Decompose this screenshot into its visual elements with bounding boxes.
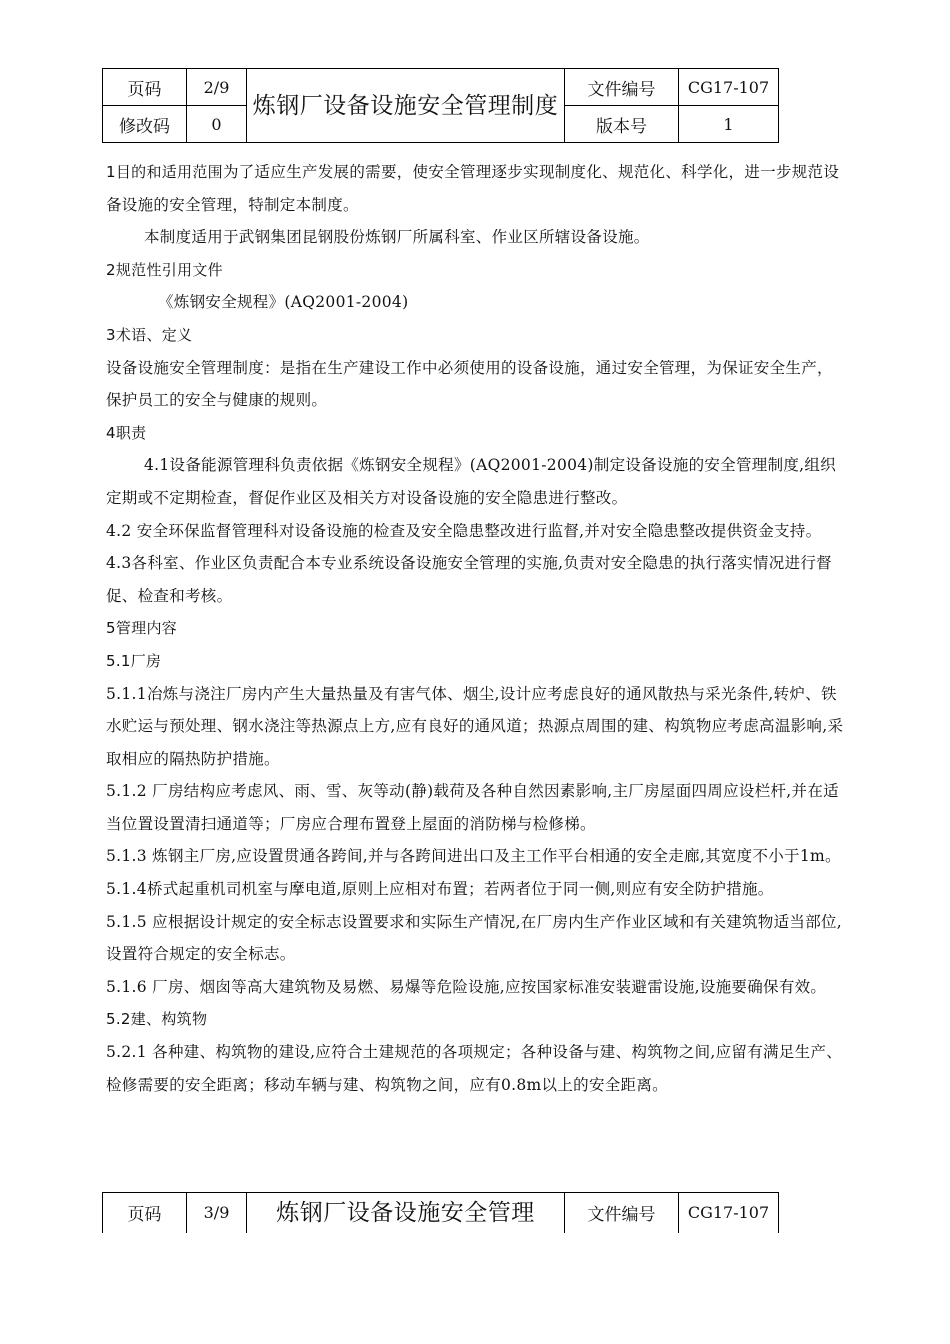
- clause-5-1-1: 5.1.1冶炼与浇注厂房内产生大量热量及有害气体、烟尘,设计应考虑良好的通风散热与采光条件,转炉、铁水贮运与预处理、钢水浇注等热源点上方,应有良好的通风道；热源点周围的建、构筑物应考虑高温影响,采取相应的隔热防护措施。: [106, 684, 844, 768]
- clause-4-2: 4.2 安全环保监督管理科对设备设施的检查及安全隐患整改进行监督,并对安全隐患整改提供资金支持。: [106, 521, 822, 540]
- clause-5-1-6: 5.1.6 厂房、烟囱等高大建筑物及易燃、易爆等危险设施,应按国家标准安装避雷设施,设施要确保有效。: [106, 977, 827, 996]
- section-4-heading: 4职责: [106, 423, 147, 442]
- next-page-header-table: [102, 1192, 779, 1233]
- document-body: [106, 156, 846, 1101]
- section-1-scope: 本制度适用于武钢集团昆钢股份炼钢厂所属科室、作业区所辖设备设施。: [144, 228, 650, 247]
- section-1-paragraph: [106, 156, 846, 221]
- docno-value: CG17-107: [679, 69, 779, 106]
- section-1-heading: 1目的和适用范围: [106, 163, 223, 181]
- document-header-table: [102, 68, 779, 143]
- page-value: 2/9: [187, 69, 247, 106]
- clause-4-3: 4.3各科室、作业区负责配合本专业系统设备设施安全管理的实施,负责对安全隐患的执行落实情况进行督促、检查和考核。: [106, 554, 832, 605]
- section-2-heading: 2规范性引用文件: [106, 260, 223, 279]
- page-value: 3/9: [187, 1193, 247, 1233]
- version-value: 1: [679, 106, 779, 143]
- page-label: 页码: [103, 69, 187, 106]
- clause-5-1-3: 5.1.3 炼钢主厂房,应设置贯通各跨间,并与各跨间进出口及主工作平台相通的安全走廊,其宽度不小于1m。: [106, 847, 841, 866]
- section-1-text: 为了适应生产发展的需要，使安全管理逐步实现制度化、规范化、科学化，进一步规范设备设施的安全管理，特制定本制度。: [106, 163, 840, 214]
- version-label: 版本号: [565, 106, 679, 143]
- section-5-2-heading: 5.2建、构筑物: [106, 1010, 208, 1029]
- document-title: 炼钢厂设备设施安全管理制度: [247, 69, 565, 143]
- page-label: 页码: [103, 1193, 187, 1233]
- section-3-text: 设备设施安全管理制度：是指在生产建设工作中必须使用的设备设施，通过安全管理，为保证安全生产，保护员工的安全与健康的规则。: [106, 358, 833, 410]
- section-3-heading: 3术语、定义: [106, 325, 193, 344]
- docno-label: 文件编号: [565, 1193, 679, 1233]
- section-5-1-heading: 5.1厂房: [106, 651, 162, 670]
- revision-value: 0: [187, 106, 247, 143]
- clause-5-1-2: 5.1.2 厂房结构应考虑风、雨、雪、灰等动(静)载荷及各种自然因素影响,主厂房屋面四周应设栏杆,并在适当位置设置清扫通道等；厂房应合理布置登上屋面的消防梯与检修梯。: [106, 782, 839, 833]
- revision-label: 修改码: [103, 106, 187, 143]
- clause-5-1-4: 5.1.4桥式起重机司机室与摩电道,原则上应相对布置；若两者位于同一侧,则应有安全防护措施。: [106, 880, 774, 899]
- document-title: 炼钢厂设备设施安全管理: [247, 1193, 565, 1233]
- section-2-reference: 《炼钢安全规程》(AQ2001-2004): [158, 293, 409, 312]
- clause-4-1: 4.1设备能源管理科负责依据《炼钢安全规程》(AQ2001-2004)制定设备设施的安全管理制度,组织定期或不定期检查，督促作业区及相关方对设备设施的安全隐患进行整改。: [106, 456, 837, 507]
- section-5-heading: 5管理内容: [106, 619, 178, 638]
- docno-value: CG17-107: [679, 1193, 779, 1233]
- docno-label: 文件编号: [565, 69, 679, 106]
- clause-5-2-1: 5.2.1 各种建、构筑物的建设,应符合土建规范的各项规定；各种设备与建、构筑物之间,应留有满足生产、检修需要的安全距离；移动车辆与建、构筑物之间，应有0.8m以上的安全距离。: [106, 1043, 843, 1094]
- clause-5-1-5: 5.1.5 应根据设计规定的安全标志设置要求和实际生产情况,在厂房内生产作业区域和有关建筑物适当部位,设置符合规定的安全标志。: [106, 912, 843, 964]
